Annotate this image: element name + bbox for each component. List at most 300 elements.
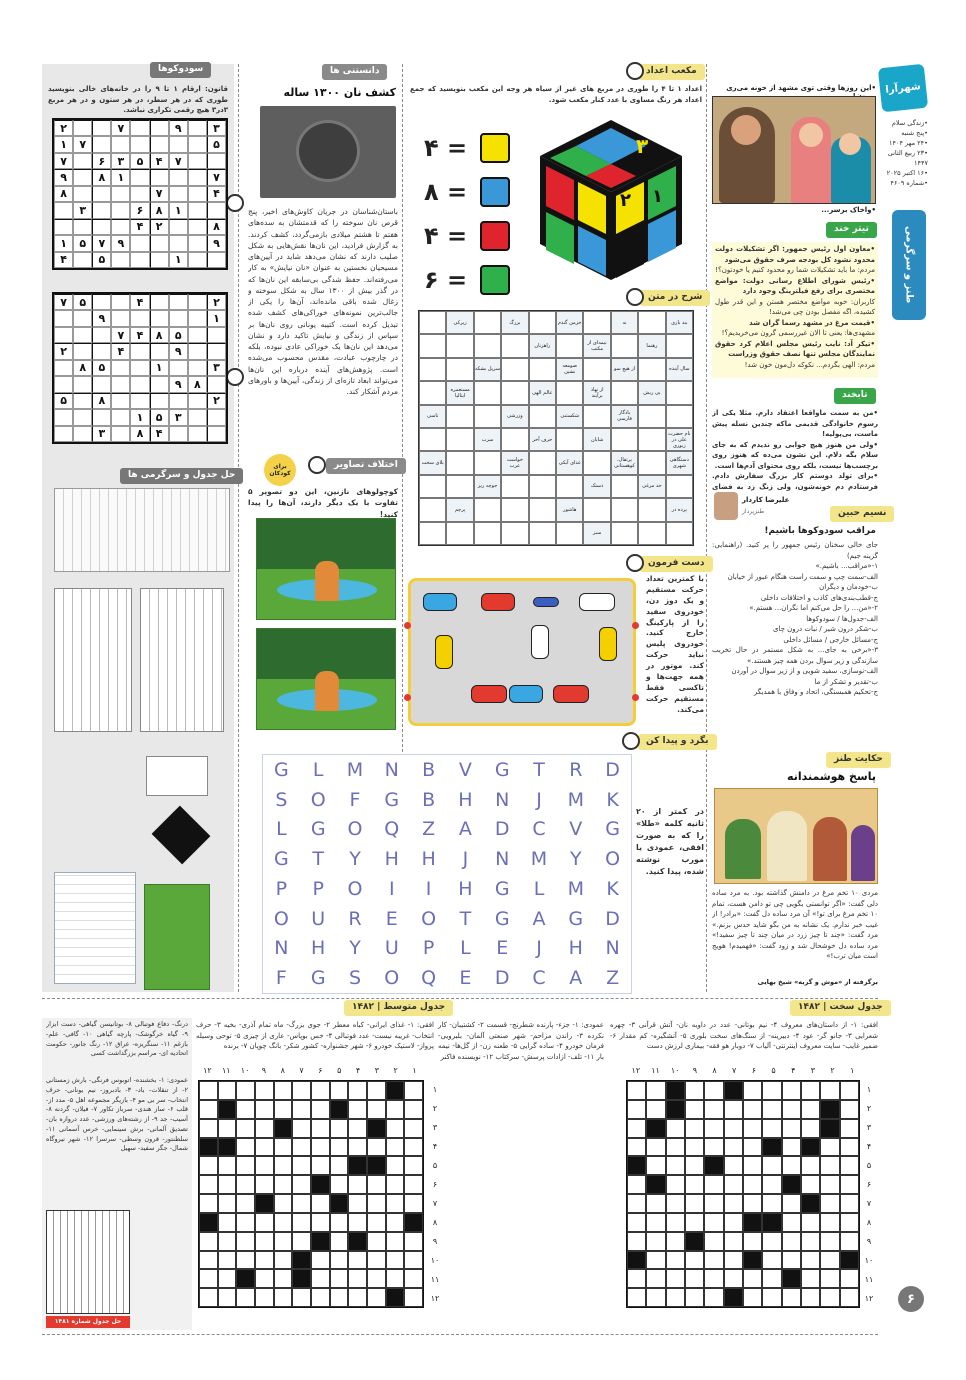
crossword-cell[interactable] xyxy=(404,1081,423,1100)
crossword-cell[interactable] xyxy=(704,1138,723,1157)
crossword-cell[interactable] xyxy=(330,1081,349,1100)
sudoku-cell[interactable] xyxy=(73,186,92,202)
word-search-letter[interactable]: T xyxy=(312,848,324,871)
crossword-cell[interactable] xyxy=(840,1194,859,1213)
sudoku-cell[interactable] xyxy=(188,310,207,326)
crossword-cell[interactable] xyxy=(646,1100,665,1119)
crossword-cell[interactable] xyxy=(255,1100,274,1119)
sudoku-cell[interactable] xyxy=(73,426,92,442)
word-search-letter[interactable]: C xyxy=(532,818,546,841)
word-search-letter[interactable]: Q xyxy=(421,967,437,990)
crossword-cell[interactable] xyxy=(685,1119,704,1138)
sharh-cell[interactable] xyxy=(501,358,528,381)
crossword-cell[interactable] xyxy=(840,1232,859,1251)
crossword-cell[interactable] xyxy=(236,1288,255,1307)
crossword-cell[interactable] xyxy=(724,1232,743,1251)
sudoku-cell[interactable] xyxy=(111,393,130,409)
sharh-cell[interactable] xyxy=(638,522,665,545)
sudoku-cell[interactable] xyxy=(169,294,188,310)
sudoku-cell[interactable] xyxy=(130,393,149,409)
crossword-cell[interactable] xyxy=(367,1194,386,1213)
sharh-cell[interactable] xyxy=(501,498,528,521)
word-search-letter[interactable]: S xyxy=(275,788,288,811)
word-search-letter[interactable]: T xyxy=(533,758,545,781)
sharh-cell[interactable] xyxy=(583,405,610,428)
word-search-letter[interactable]: U xyxy=(311,907,326,930)
crossword-cell[interactable] xyxy=(330,1119,349,1138)
crossword-cell[interactable] xyxy=(274,1138,293,1157)
sudoku-cell[interactable] xyxy=(150,252,169,268)
crossword-cell[interactable] xyxy=(311,1100,330,1119)
sharh-cell[interactable] xyxy=(446,428,473,451)
sudoku-cell[interactable] xyxy=(207,343,226,359)
sudoku-cell[interactable] xyxy=(73,120,92,136)
sudoku-cell[interactable]: ۵ xyxy=(73,235,92,251)
word-search-letter[interactable]: Y xyxy=(349,937,361,960)
sudoku-cell[interactable]: ۶ xyxy=(130,202,149,218)
sudoku-cell[interactable] xyxy=(169,219,188,235)
sudoku-cell[interactable]: ۲ xyxy=(207,294,226,310)
sharh-cell[interactable] xyxy=(583,311,610,334)
crossword-cell[interactable] xyxy=(292,1194,311,1213)
crossword-cell[interactable] xyxy=(199,1156,218,1175)
word-search-letter[interactable]: D xyxy=(605,907,620,930)
sudoku-cell[interactable]: ۴ xyxy=(207,186,226,202)
word-search-letter[interactable]: M xyxy=(530,848,548,871)
sharh-cell[interactable] xyxy=(638,311,665,334)
crossword-cell[interactable] xyxy=(330,1175,349,1194)
word-search-letter[interactable]: I xyxy=(388,877,395,900)
word-search-letter[interactable]: M xyxy=(567,877,584,900)
sharh-cell[interactable] xyxy=(529,451,556,474)
crossword-cell[interactable] xyxy=(330,1213,349,1232)
word-search-letter[interactable]: H xyxy=(421,848,436,871)
crossword-cell[interactable] xyxy=(199,1288,218,1307)
sudoku-cell[interactable] xyxy=(130,376,149,392)
sudoku-cell[interactable] xyxy=(188,169,207,185)
sharh-cell[interactable] xyxy=(501,334,528,357)
sudoku-cell[interactable] xyxy=(130,252,149,268)
crossword-cell[interactable] xyxy=(646,1288,665,1307)
sharh-cell[interactable] xyxy=(474,498,501,521)
crossword-cell[interactable] xyxy=(685,1288,704,1307)
crossword-cell[interactable] xyxy=(627,1232,646,1251)
crossword-cell[interactable] xyxy=(274,1269,293,1288)
sudoku-cell[interactable] xyxy=(169,235,188,251)
word-search-letter[interactable]: T xyxy=(459,907,472,930)
sharh-cell[interactable] xyxy=(446,475,473,498)
sharh-cell[interactable] xyxy=(419,498,446,521)
crossword-cell[interactable] xyxy=(311,1119,330,1138)
sudoku-cell[interactable] xyxy=(169,310,188,326)
crossword-cell[interactable] xyxy=(724,1213,743,1232)
word-search-letter[interactable]: F xyxy=(349,788,361,811)
sudoku-cell[interactable]: ۲ xyxy=(54,343,73,359)
sudoku-cell[interactable] xyxy=(150,169,169,185)
word-search-letter[interactable]: L xyxy=(312,758,324,781)
sudoku-cell[interactable] xyxy=(207,202,226,218)
crossword-cell[interactable] xyxy=(820,1269,839,1288)
word-search-letter[interactable]: G xyxy=(274,848,289,871)
crossword-cell[interactable] xyxy=(218,1213,237,1232)
sudoku-cell[interactable] xyxy=(188,327,207,343)
sudoku-cell[interactable] xyxy=(150,376,169,392)
sudoku-cell[interactable] xyxy=(54,360,73,376)
sudoku-cell[interactable]: ۹ xyxy=(169,376,188,392)
crossword-cell[interactable] xyxy=(386,1213,405,1232)
sharh-cell[interactable] xyxy=(611,428,638,451)
crossword-cell[interactable] xyxy=(311,1081,330,1100)
word-search-letter[interactable]: Q xyxy=(384,818,400,841)
sudoku-cell[interactable] xyxy=(92,327,111,343)
crossword-cell[interactable] xyxy=(292,1081,311,1100)
crossword-cell[interactable] xyxy=(724,1119,743,1138)
crossword-cell[interactable] xyxy=(666,1138,685,1157)
sudoku-cell[interactable] xyxy=(73,252,92,268)
crossword-cell[interactable] xyxy=(311,1156,330,1175)
sharh-cell[interactable] xyxy=(501,381,528,404)
crossword-cell[interactable] xyxy=(348,1213,367,1232)
crossword-cell[interactable] xyxy=(367,1175,386,1194)
word-search-letter[interactable]: Z xyxy=(606,967,620,990)
crossword-cell[interactable] xyxy=(236,1119,255,1138)
crossword-cell[interactable] xyxy=(685,1251,704,1270)
crossword-cell[interactable] xyxy=(685,1269,704,1288)
sudoku-cell[interactable]: ۱ xyxy=(130,409,149,425)
crossword-cell[interactable] xyxy=(348,1288,367,1307)
word-search-letter[interactable]: G xyxy=(310,967,326,990)
sudoku-cell[interactable] xyxy=(188,219,207,235)
sudoku-cell[interactable]: ۱ xyxy=(150,360,169,376)
sharh-cell[interactable] xyxy=(419,522,446,545)
sharh-cell[interactable] xyxy=(419,381,446,404)
crossword-cell[interactable] xyxy=(292,1232,311,1251)
crossword-cell[interactable] xyxy=(367,1213,386,1232)
crossword-cell[interactable] xyxy=(367,1269,386,1288)
crossword-cell[interactable] xyxy=(782,1194,801,1213)
sudoku-cell[interactable] xyxy=(111,376,130,392)
sudoku-cell[interactable]: ۱ xyxy=(111,169,130,185)
word-search-letter[interactable]: G xyxy=(384,788,400,811)
word-search-letter[interactable]: H xyxy=(458,788,473,811)
crossword-cell[interactable] xyxy=(801,1251,820,1270)
crossword-cell[interactable] xyxy=(274,1194,293,1213)
sudoku-cell[interactable]: ۴ xyxy=(150,426,169,442)
sudoku-cell[interactable] xyxy=(150,310,169,326)
crossword-cell[interactable] xyxy=(685,1175,704,1194)
word-search-letter[interactable]: P xyxy=(312,877,324,900)
sudoku-cell[interactable] xyxy=(92,219,111,235)
crossword-cell[interactable] xyxy=(404,1232,423,1251)
crossword-cell[interactable] xyxy=(386,1119,405,1138)
sudoku-cell[interactable]: ۹ xyxy=(169,120,188,136)
crossword-cell[interactable] xyxy=(236,1175,255,1194)
sharh-cell[interactable] xyxy=(501,428,528,451)
crossword-cell[interactable] xyxy=(404,1288,423,1307)
crossword-cell[interactable] xyxy=(743,1288,762,1307)
crossword-cell[interactable] xyxy=(762,1100,781,1119)
word-search-letter[interactable]: R xyxy=(348,907,362,930)
sudoku-cell[interactable]: ۷ xyxy=(111,327,130,343)
crossword-cell[interactable] xyxy=(292,1100,311,1119)
sharh-cell[interactable] xyxy=(666,334,693,357)
sharh-cell[interactable] xyxy=(501,522,528,545)
crossword-cell[interactable] xyxy=(666,1251,685,1270)
word-search-letter[interactable]: O xyxy=(421,907,437,930)
word-search-letter[interactable]: I xyxy=(425,877,432,900)
crossword-cell[interactable] xyxy=(666,1175,685,1194)
sudoku-cell[interactable] xyxy=(207,376,226,392)
sudoku-cell[interactable] xyxy=(111,136,130,152)
sharh-cell[interactable] xyxy=(611,381,638,404)
word-search-letter[interactable]: H xyxy=(568,937,583,960)
word-search-letter[interactable]: O xyxy=(605,848,621,871)
crossword-cell[interactable] xyxy=(782,1138,801,1157)
crossword-cell[interactable] xyxy=(404,1251,423,1270)
sudoku-cell[interactable] xyxy=(111,294,130,310)
sharh-cell[interactable] xyxy=(556,381,583,404)
crossword-cell[interactable] xyxy=(348,1138,367,1157)
sudoku-cell[interactable]: ۸ xyxy=(150,327,169,343)
sudoku-cell[interactable]: ۱ xyxy=(54,136,73,152)
word-search-letter[interactable]: K xyxy=(606,788,619,811)
sudoku-cell[interactable] xyxy=(150,235,169,251)
word-search-letter[interactable]: Z xyxy=(422,818,436,841)
sudoku-cell[interactable]: ۹ xyxy=(92,310,111,326)
crossword-cell[interactable] xyxy=(236,1138,255,1157)
sudoku-cell[interactable] xyxy=(130,136,149,152)
sudoku-cell[interactable] xyxy=(169,136,188,152)
sudoku-cell[interactable]: ۵ xyxy=(130,153,149,169)
crossword-cell[interactable] xyxy=(292,1175,311,1194)
sudoku-cell[interactable] xyxy=(150,343,169,359)
crossword-cell[interactable] xyxy=(666,1269,685,1288)
crossword-cell[interactable] xyxy=(330,1269,349,1288)
sudoku-cell[interactable] xyxy=(73,409,92,425)
sudoku-cell[interactable]: ۹ xyxy=(54,169,73,185)
sharh-cell[interactable] xyxy=(419,475,446,498)
crossword-cell[interactable] xyxy=(666,1194,685,1213)
crossword-cell[interactable] xyxy=(782,1119,801,1138)
sudoku-cell[interactable] xyxy=(150,120,169,136)
crossword-cell[interactable] xyxy=(367,1251,386,1270)
crossword-cell[interactable] xyxy=(840,1288,859,1307)
sudoku-cell[interactable]: ۵ xyxy=(150,409,169,425)
sharh-cell[interactable] xyxy=(556,334,583,357)
sudoku-cell[interactable] xyxy=(207,327,226,343)
sharh-cell[interactable] xyxy=(638,451,665,474)
sudoku-cell[interactable]: ۲ xyxy=(207,393,226,409)
word-search-letter[interactable]: O xyxy=(273,907,289,930)
crossword-cell[interactable] xyxy=(255,1232,274,1251)
crossword-cell[interactable] xyxy=(218,1194,237,1213)
crossword-cell[interactable] xyxy=(685,1081,704,1100)
sudoku-cell[interactable] xyxy=(54,327,73,343)
sharh-cell[interactable] xyxy=(419,358,446,381)
crossword-cell[interactable] xyxy=(840,1213,859,1232)
sudoku-cell[interactable] xyxy=(111,252,130,268)
crossword-cell[interactable] xyxy=(311,1269,330,1288)
crossword-cell[interactable] xyxy=(646,1138,665,1157)
sudoku-cell[interactable] xyxy=(188,186,207,202)
sudoku-cell[interactable]: ۴ xyxy=(150,153,169,169)
sharh-cell[interactable] xyxy=(446,358,473,381)
word-search-letter[interactable]: E xyxy=(496,937,509,960)
crossword-cell[interactable] xyxy=(666,1213,685,1232)
sudoku-cell[interactable] xyxy=(169,169,188,185)
crossword-cell[interactable] xyxy=(218,1269,237,1288)
sudoku-cell[interactable] xyxy=(92,120,111,136)
crossword-cell[interactable] xyxy=(685,1100,704,1119)
sharh-cell[interactable] xyxy=(446,405,473,428)
crossword-cell[interactable] xyxy=(404,1175,423,1194)
crossword-cell[interactable] xyxy=(820,1081,839,1100)
crossword-cell[interactable] xyxy=(762,1232,781,1251)
sudoku-cell[interactable]: ۷ xyxy=(73,136,92,152)
crossword-cell[interactable] xyxy=(840,1175,859,1194)
sharh-cell[interactable] xyxy=(638,358,665,381)
sharh-cell[interactable] xyxy=(638,428,665,451)
sudoku-cell[interactable] xyxy=(150,136,169,152)
sudoku-cell[interactable] xyxy=(188,343,207,359)
sudoku-cell[interactable] xyxy=(188,294,207,310)
crossword-cell[interactable] xyxy=(666,1288,685,1307)
word-search-letter[interactable]: L xyxy=(533,877,545,900)
crossword-cell[interactable] xyxy=(743,1138,762,1157)
sudoku-cell[interactable]: ۴ xyxy=(111,343,130,359)
crossword-cell[interactable] xyxy=(704,1251,723,1270)
sudoku-cell[interactable] xyxy=(111,426,130,442)
crossword-cell[interactable] xyxy=(199,1081,218,1100)
crossword-cell[interactable] xyxy=(646,1213,665,1232)
sharh-cell[interactable] xyxy=(583,498,610,521)
sudoku-cell[interactable] xyxy=(130,310,149,326)
crossword-cell[interactable] xyxy=(666,1119,685,1138)
crossword-cell[interactable] xyxy=(724,1100,743,1119)
word-search-letter[interactable]: H xyxy=(384,848,399,871)
sudoku-cell[interactable] xyxy=(130,120,149,136)
sudoku-cell[interactable] xyxy=(188,235,207,251)
crossword-cell[interactable] xyxy=(704,1288,723,1307)
crossword-cell[interactable] xyxy=(704,1269,723,1288)
sharh-cell[interactable] xyxy=(611,475,638,498)
crossword-cell[interactable] xyxy=(743,1156,762,1175)
crossword-cell[interactable] xyxy=(743,1232,762,1251)
crossword-cell[interactable] xyxy=(801,1175,820,1194)
crossword-cell[interactable] xyxy=(627,1138,646,1157)
crossword-cell[interactable] xyxy=(274,1232,293,1251)
crossword-cell[interactable] xyxy=(255,1269,274,1288)
crossword-cell[interactable] xyxy=(404,1194,423,1213)
sudoku-cell[interactable]: ۹ xyxy=(169,343,188,359)
crossword-cell[interactable] xyxy=(724,1251,743,1270)
sudoku-cell[interactable]: ۳ xyxy=(111,153,130,169)
crossword-cell[interactable] xyxy=(840,1138,859,1157)
crossword-cell[interactable] xyxy=(724,1156,743,1175)
sudoku-cell[interactable]: ۷ xyxy=(150,186,169,202)
sudoku-cell[interactable]: ۴ xyxy=(54,252,73,268)
sudoku-cell[interactable]: ۵ xyxy=(92,360,111,376)
crossword-cell[interactable] xyxy=(801,1269,820,1288)
word-search-letter[interactable]: D xyxy=(494,818,510,841)
sudoku-cell[interactable] xyxy=(54,310,73,326)
sharh-cell[interactable] xyxy=(529,522,556,545)
sudoku-cell[interactable]: ۹ xyxy=(207,235,226,251)
crossword-cell[interactable] xyxy=(646,1251,665,1270)
word-search-letter[interactable]: V xyxy=(569,818,583,841)
crossword-cell[interactable] xyxy=(292,1119,311,1138)
sudoku-cell[interactable] xyxy=(92,376,111,392)
crossword-cell[interactable] xyxy=(330,1156,349,1175)
word-search-letter[interactable]: O xyxy=(347,877,363,900)
crossword-cell[interactable] xyxy=(386,1232,405,1251)
crossword-cell[interactable] xyxy=(255,1138,274,1157)
sudoku-cell[interactable]: ۴ xyxy=(130,294,149,310)
crossword-cell[interactable] xyxy=(762,1194,781,1213)
sudoku-cell[interactable] xyxy=(54,376,73,392)
sudoku-cell[interactable] xyxy=(73,343,92,359)
crossword-cell[interactable] xyxy=(386,1100,405,1119)
word-search-letter[interactable]: E xyxy=(459,967,472,990)
crossword-cell[interactable] xyxy=(743,1081,762,1100)
crossword-cell[interactable] xyxy=(218,1156,237,1175)
sharh-cell[interactable] xyxy=(638,405,665,428)
crossword-cell[interactable] xyxy=(255,1156,274,1175)
crossword-cell[interactable] xyxy=(255,1251,274,1270)
crossword-cell[interactable] xyxy=(274,1081,293,1100)
word-search-letter[interactable]: U xyxy=(384,937,399,960)
crossword-cell[interactable] xyxy=(199,1175,218,1194)
crossword-cell[interactable] xyxy=(762,1156,781,1175)
crossword-cell[interactable] xyxy=(762,1119,781,1138)
sharh-cell[interactable] xyxy=(474,311,501,334)
sudoku-cell[interactable] xyxy=(207,426,226,442)
sudoku-cell[interactable] xyxy=(188,360,207,376)
word-search-letter[interactable]: B xyxy=(422,788,436,811)
word-search-letter[interactable]: B xyxy=(422,758,436,781)
sharh-cell[interactable] xyxy=(419,311,446,334)
sharh-cell[interactable] xyxy=(611,498,638,521)
crossword-cell[interactable] xyxy=(704,1119,723,1138)
sudoku-cell[interactable]: ۷ xyxy=(111,120,130,136)
crossword-cell[interactable] xyxy=(255,1213,274,1232)
sharh-cell[interactable] xyxy=(529,475,556,498)
crossword-cell[interactable] xyxy=(255,1119,274,1138)
crossword-cell[interactable] xyxy=(782,1156,801,1175)
word-search-letter[interactable]: G xyxy=(494,877,510,900)
crossword-cell[interactable] xyxy=(386,1269,405,1288)
sharh-cell[interactable] xyxy=(529,311,556,334)
sharh-cell[interactable] xyxy=(474,451,501,474)
crossword-cell[interactable] xyxy=(292,1213,311,1232)
crossword-cell[interactable] xyxy=(386,1156,405,1175)
word-search-letter[interactable]: N xyxy=(495,848,510,871)
crossword-cell[interactable] xyxy=(782,1232,801,1251)
sudoku-cell[interactable] xyxy=(54,219,73,235)
crossword-cell[interactable] xyxy=(782,1213,801,1232)
sudoku-cell[interactable] xyxy=(73,219,92,235)
sudoku-cell[interactable] xyxy=(207,409,226,425)
sharh-cell[interactable] xyxy=(419,428,446,451)
sudoku-cell[interactable]: ۳ xyxy=(207,360,226,376)
crossword-cell[interactable] xyxy=(386,1194,405,1213)
crossword-cell[interactable] xyxy=(762,1081,781,1100)
crossword-cell[interactable] xyxy=(404,1156,423,1175)
sudoku-cell[interactable] xyxy=(54,426,73,442)
crossword-cell[interactable] xyxy=(386,1175,405,1194)
word-search-letter[interactable]: C xyxy=(532,967,546,990)
crossword-cell[interactable] xyxy=(724,1138,743,1157)
